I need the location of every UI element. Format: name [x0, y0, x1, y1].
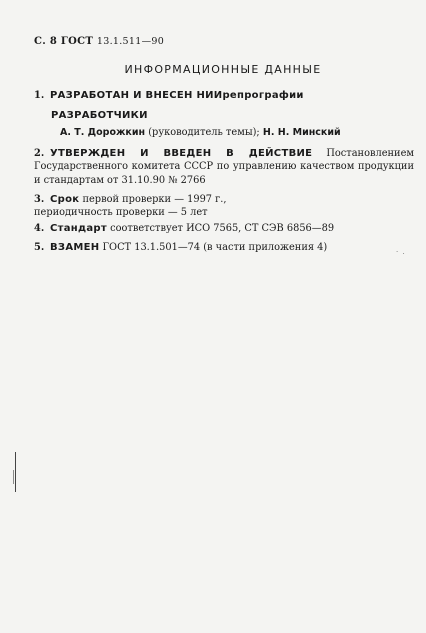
item-number: 1.: [34, 90, 45, 101]
list-item-3: [34, 193, 294, 220]
list-item-4: [34, 222, 414, 235]
list-item-1: [34, 89, 414, 102]
developer-name-1: А. Т. Дорожкин: [60, 127, 146, 138]
item-number: 2.: [34, 148, 45, 159]
developer-name-2: Н. Н. Минский: [262, 127, 341, 138]
item-number: 3.: [34, 194, 45, 205]
item-heading: Стандарт: [50, 223, 107, 234]
scan-speck: · .: [396, 248, 406, 256]
item-heading: УТВЕРЖДЕН И ВВЕДЕН В ДЕЙСТВИЕ: [50, 148, 313, 159]
item-number: 4.: [34, 223, 45, 234]
scan-margin-mark: [15, 452, 16, 492]
item-text: первой проверки — 1997 г., периодичность проверки — 5 лет: [34, 194, 227, 219]
list-item-2: [34, 147, 414, 187]
item-text: соответствует ИСО 7565, СТ СЭВ 6856—89: [110, 223, 335, 234]
header-prefix: С. 8 ГОСТ: [34, 36, 94, 47]
item-heading: РАЗРАБОТАН И ВНЕСЕН НИИрепрографии: [50, 90, 304, 101]
section-title: ИНФОРМАЦИОННЫЕ ДАННЫЕ: [124, 63, 322, 76]
developers-line: [60, 127, 341, 138]
item-text: Постановлением Государственного комитета СССР по управлению качеством продукции и стандартам от 31.10.90 № 2766: [34, 148, 414, 186]
item-number: 5.: [34, 242, 45, 253]
item-heading: Срок: [50, 194, 80, 205]
page-header: [34, 36, 164, 47]
list-item-5: [34, 241, 414, 254]
item-text: ГОСТ 13.1.501—74 (в части приложения 4): [102, 242, 328, 253]
header-number: 13.1.511—90: [96, 36, 165, 47]
item-heading: ВЗАМЕН: [50, 242, 100, 253]
developer-role-1: (руководитель темы);: [148, 127, 260, 138]
scan-margin-mark: [13, 470, 14, 484]
developers-label: РАЗРАБОТЧИКИ: [51, 110, 148, 121]
